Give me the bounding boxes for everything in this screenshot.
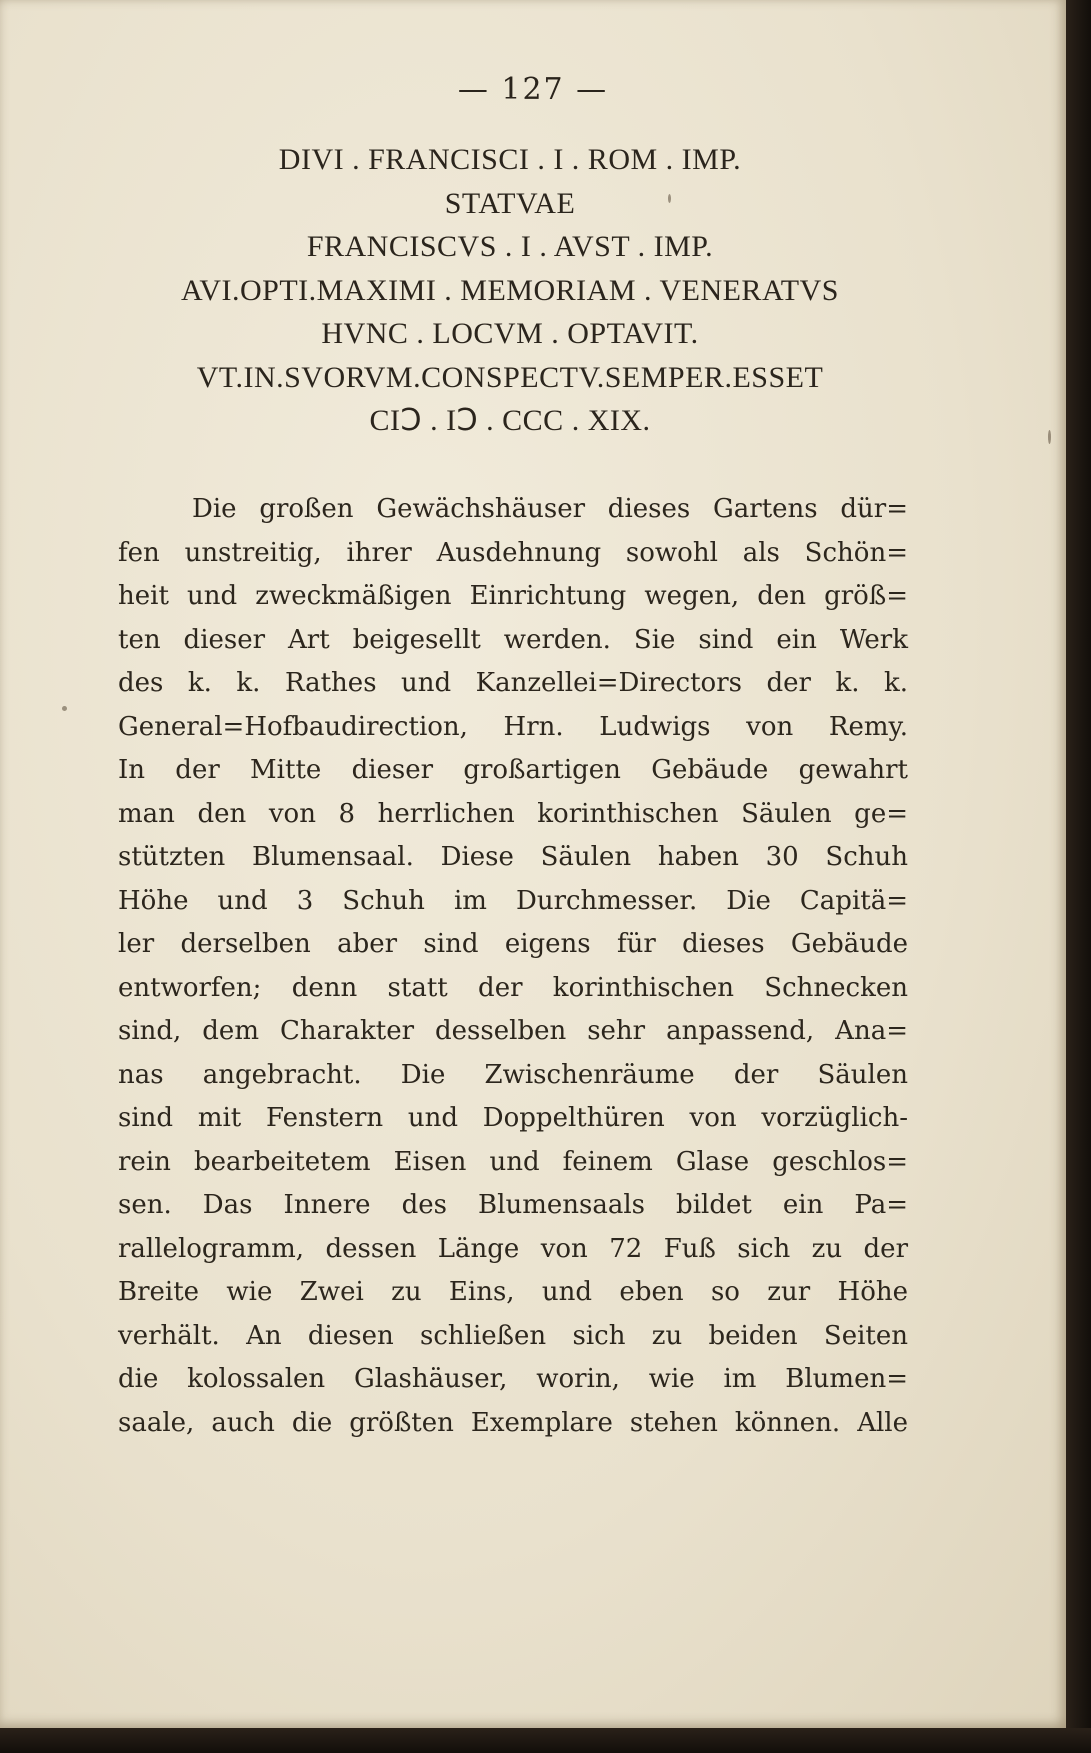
text-line: sind, dem Charakter desselben sehr anpassend, Ana=	[118, 1016, 908, 1046]
inscription-line: FRANCISCVS . I . AVST . IMP.	[306, 230, 714, 263]
text-line: sen. Das Innere des Blumensaals bildet ein Pa=	[118, 1190, 908, 1220]
text-line: rallelogramm, dessen Länge von 72 Fuß sich zu der	[118, 1233, 908, 1264]
text-line: man den von 8 herrlichen korinthischen Säulen ge=	[118, 798, 908, 829]
paper-speck	[1048, 430, 1051, 444]
text-line: fen unstreitig, ihrer Ausdehnung sowohl als Schön=	[118, 537, 908, 568]
paper-speck	[668, 194, 671, 203]
text-line: ler derselben aber sind eigens für dieses Gebäude	[118, 929, 908, 959]
text-line: General=Hofbaudirection, Hrn. Ludwigs von Remy.	[118, 711, 908, 742]
text-line: verhält. An diesen schließen sich zu beiden Seiten	[118, 1320, 908, 1351]
text-line: Breite wie Zwei zu Eins, und eben so zur Höhe	[118, 1277, 908, 1307]
inscription-line: VT.IN.SVORVM.CONSPECTV.SEMPER.ESSET	[196, 360, 824, 394]
latin-inscription	[60, 138, 960, 443]
inscription-line: DIVI . FRANCISCI . I . ROM . IMP.	[278, 143, 742, 176]
inscription-line: CIↃ . IↃ . CCC . XIX.	[369, 404, 651, 437]
text-line: In der Mitte dieser großartigen Gebäude gewahrt	[118, 755, 908, 785]
text-line: stützten Blumensaal. Diese Säulen haben 30 Schuh	[118, 842, 908, 872]
inscription-line: STATVAE	[444, 186, 576, 220]
text-line: die kolossalen Glashäuser, worin, wie im Blumen=	[118, 1364, 908, 1394]
paper-speck	[62, 706, 67, 711]
inscription-line: AVI.OPTI.MAXIMI . MEMORIAM . VENERATVS	[181, 273, 839, 307]
inscription-line: HVNC . LOCVM . OPTAVIT.	[321, 317, 699, 350]
text-line: ten dieser Art beigesellt werden. Sie sind ein Werk	[118, 624, 908, 655]
text-line: heit und zweckmäßigen Einrichtung wegen, den größ=	[118, 581, 908, 611]
text-line: saale, auch die größten Exemplare stehen können. Alle	[118, 1407, 908, 1438]
text-line: nas angebracht. Die Zwischenräume der Säulen	[118, 1059, 908, 1090]
text-line: entworfen; denn statt der korinthischen Schnecken	[118, 972, 908, 1003]
body-paragraph	[118, 488, 908, 1445]
text-line: Die großen Gewächshäuser dieses Gartens dür=	[192, 494, 908, 524]
book-edge-right	[1066, 0, 1091, 1753]
text-line: rein bearbeitetem Eisen und feinem Glase geschlos=	[118, 1146, 908, 1177]
text-line: sind mit Fenstern und Doppelthüren von vorzüglich-	[118, 1103, 908, 1133]
text-line: des k. k. Rathes und Kanzellei=Directors der k. k.	[118, 668, 908, 698]
text-line: Höhe und 3 Schuh im Durchmesser. Die Capitä=	[118, 885, 908, 916]
page-number: — 127 —	[457, 72, 609, 107]
book-edge-bottom	[0, 1728, 1091, 1753]
